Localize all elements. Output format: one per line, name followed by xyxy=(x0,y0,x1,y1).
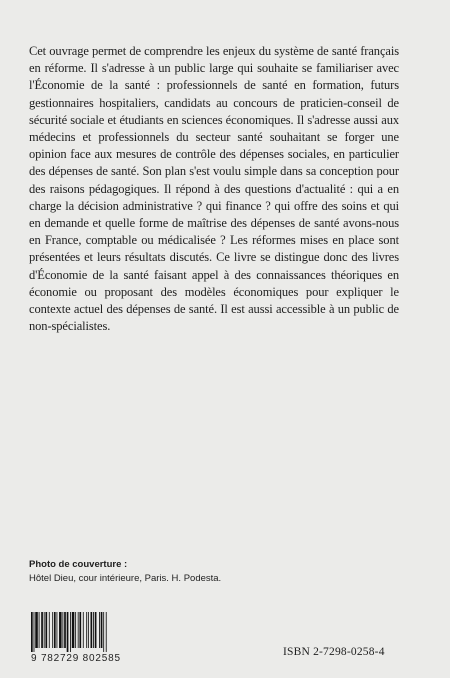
photo-credit-caption: Hôtel Dieu, cour intérieure, Paris. H. Podesta. xyxy=(29,573,222,584)
photo-credit xyxy=(29,557,329,586)
barcode xyxy=(30,612,134,668)
isbn-number: ISBN 2-7298-0258-4 xyxy=(283,646,385,658)
book-description: Cet ouvrage permet de comprendre les enjeux du système de santé français en réforme. Il s'adresse à un public large qui souhaite se familiariser avec l'Économie de la santé : professionnels de santé en formation, futurs gestionnaires hospitaliers, candidats au concours de praticien-conseil de sécurité sociale et étudiants en sciences économiques. Il s'adresse aussi aux médecins et professionnels du secteur santé souhaitant se forger une opinion face aux mesures de contrôle des dépenses sociales, en particulier des dépenses de santé. Son plan s'est voulu simple dans sa conception pour des raisons pédagogiques. Il répond à des questions d'actualité : qui a en charge la décision administrative ? qui finance ? qui offre des soins et qui en demande et quelle forme de maîtrise des dépenses de santé avons-nous en France, comptable ou médicalisée ? Les réformes mises en place sont présentées et leurs résultats discutés. Ce livre se distingue donc des livres d'Économie de la santé faisant appel à des connaissances théoriques en économie ou proposant des modèles économiques pour expliquer le contexte actuel des dépenses de santé. Il est aussi accessible à un public de non-spécialistes. xyxy=(29,44,399,334)
barcode-digits: 9 782729 802585 xyxy=(31,653,121,664)
barcode-icon xyxy=(30,612,134,652)
photo-credit-title: Photo de couverture : xyxy=(29,559,128,570)
